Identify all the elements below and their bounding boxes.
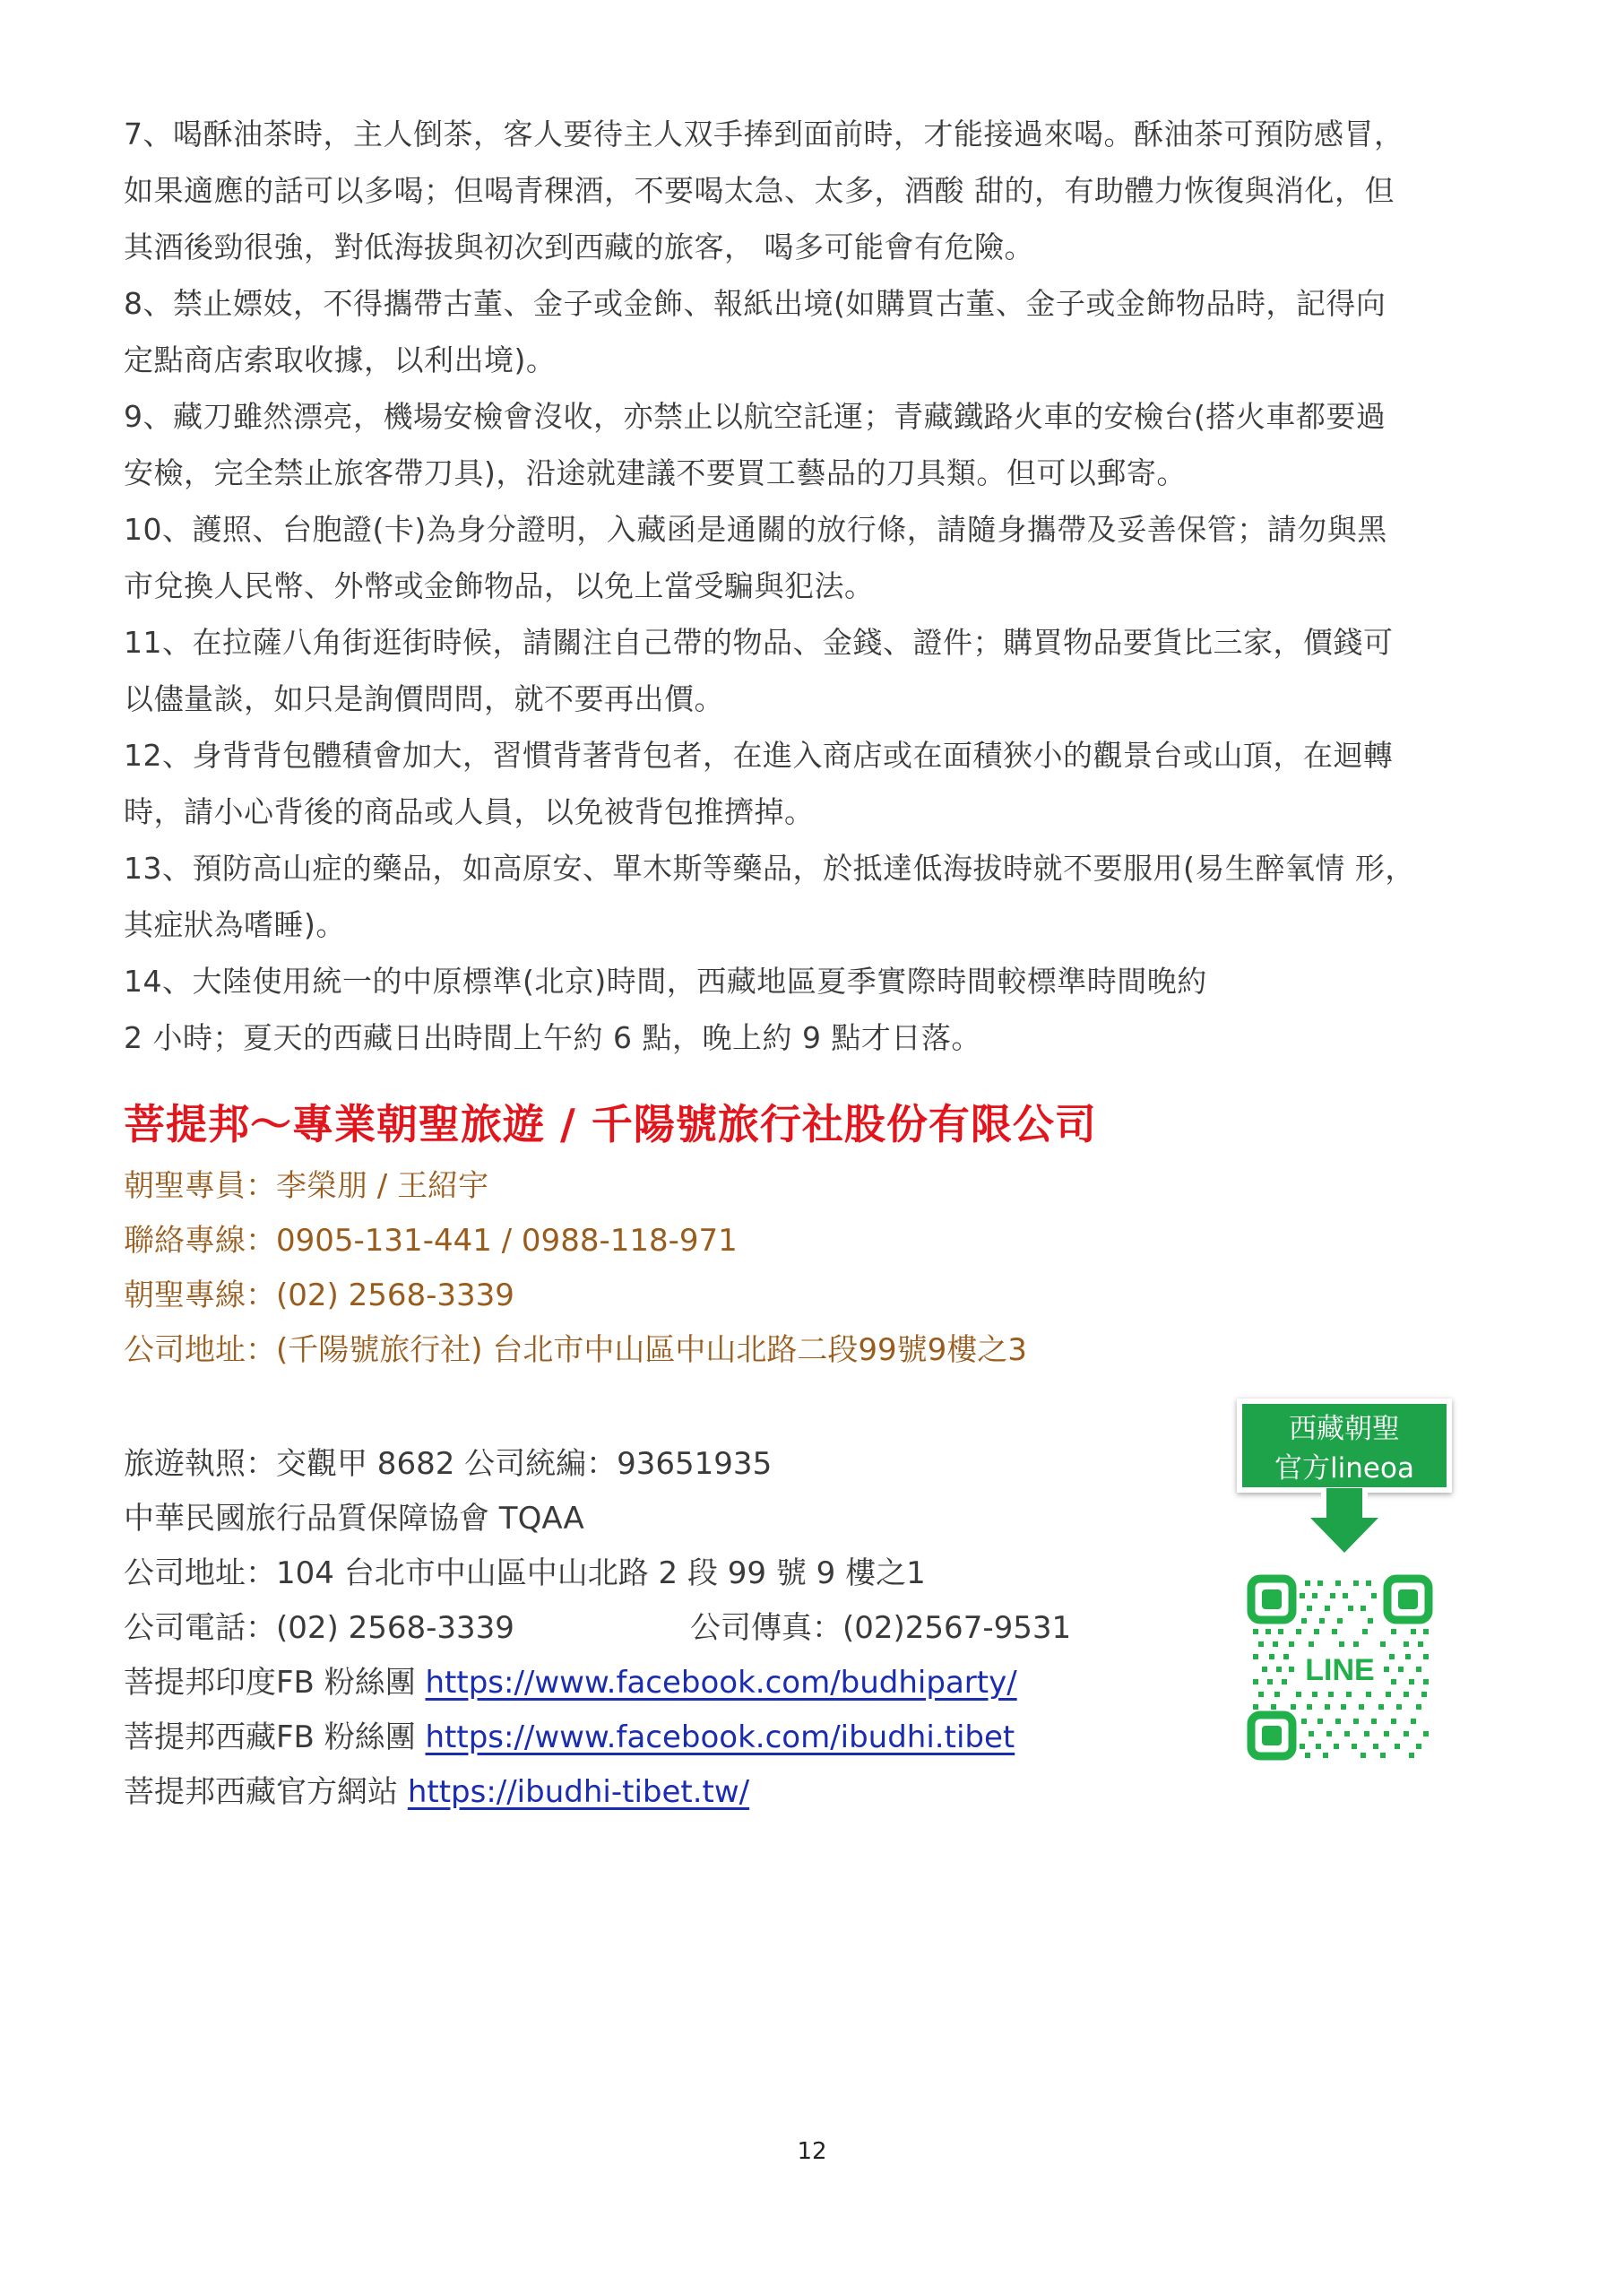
note-line: 13、預防高山症的藥品，如高原安、單木斯等藥品，於抵達低海拔時就不要服用(易生醉氧情 形，: [124, 851, 1415, 886]
line-official-badge: [1237, 1399, 1452, 1551]
contact-hotline: 朝聖專線：(02) 2568-3339: [124, 1277, 514, 1313]
link-label: 菩提邦印度FB 粉絲團: [124, 1665, 426, 1701]
note-line: 如果適應的話可以多喝；但喝青稞酒，不要喝太急、太多，酒酸 甜的，有助體力恢復與消化，但: [124, 173, 1395, 208]
badge-line2: 官方lineoa: [1274, 1452, 1414, 1485]
note-line: 安檢，完全禁止旅客帶刀具)，沿途就建議不要買工藝品的刀具類。但可以郵寄。: [124, 455, 1187, 490]
note-line: 其酒後勁很強，對低海拔與初次到西藏的旅客， 喝多可能會有危險。: [124, 230, 1034, 264]
line-qr-code-icon[interactable]: [1246, 1573, 1434, 1762]
line-badge-label: [1237, 1399, 1452, 1493]
website-link[interactable]: https://ibudhi-tibet.tw/: [407, 1774, 750, 1810]
down-arrow-icon: [1301, 1488, 1387, 1560]
license-line: 旅遊執照：交觀甲 8682 公司統編：93651935: [124, 1446, 773, 1482]
travel-notes: [124, 106, 1522, 1066]
note-line: 定點商店索取收據，以利出境)。: [124, 342, 557, 377]
note-line: 2 小時；夏天的西藏日出時間上午約 6 點，晚上約 9 點才日落。: [124, 1020, 981, 1055]
association-line: 中華民國旅行品質保障協會 TQAA: [124, 1501, 584, 1537]
note-line: 7、喝酥油茶時，主人倒茶，客人要待主人双手捧到面前時，才能接過來喝。酥油茶可預防感冒，: [124, 117, 1404, 152]
note-line: 時，請小心背後的商品或人員，以免被背包推擠掉。: [124, 794, 815, 829]
link-line-website: [124, 1765, 1181, 1820]
phone-text: 公司電話：(02) 2568-3339: [124, 1610, 514, 1646]
phone-fax-line: [124, 1601, 1181, 1656]
note-line: 其症狀為嗜睡)。: [124, 907, 346, 942]
contact-address: 公司地址：(千陽號旅行社) 台北市中山區中山北路二段99號9樓之3: [124, 1332, 1027, 1368]
contact-block: [124, 1159, 1027, 1378]
link-line-india-fb: [124, 1656, 1181, 1710]
qr-center-text: LINE: [1305, 1653, 1375, 1687]
note-line: 14、大陸使用統一的中原標準(北京)時間，西藏地區夏季實際時間較標準時間晚約: [124, 964, 1207, 999]
company-title: 菩提邦～專業朝聖旅遊 / 千陽號旅行社股份有限公司: [124, 1100, 1097, 1148]
note-line: 12、身背背包體積會加大，習慣背著背包者，在進入商店或在面積狹小的觀景台或山頂，在迴轉: [124, 738, 1394, 773]
tibet-fb-link[interactable]: https://www.facebook.com/ibudhi.tibet: [425, 1719, 1015, 1755]
note-line: 11、在拉薩八角街逛街時候，請關注自己帶的物品、金錢、證件；購買物品要貨比三家，價錢可: [124, 625, 1394, 660]
link-label: 菩提邦西藏官方網站: [124, 1774, 408, 1810]
fax-text: 公司傳真：(02)2567-9531: [690, 1610, 1072, 1646]
note-line: 市兌換人民幣、外幣或金飾物品，以免上當受騙與犯法。: [124, 568, 875, 603]
note-line: 10、護照、台胞證(卡)為身分證明，入藏函是通關的放行條，請隨身攜帶及妥善保管；請勿與黑: [124, 512, 1387, 547]
note-line: 8、禁止嫖妓，不得攜帶古董、金子或金飾、報紙出境(如購買古董、金子或金飾物品時，記得向: [124, 286, 1386, 321]
address-line: 公司地址：104 台北市中山區中山北路 2 段 99 號 9 樓之1: [124, 1555, 926, 1591]
india-fb-link[interactable]: https://www.facebook.com/budhiparty/: [425, 1665, 1017, 1701]
page-number: 12: [797, 2138, 827, 2165]
link-line-tibet-fb: [124, 1710, 1181, 1765]
contact-staff: 朝聖專員：李榮朋 / 王紹宇: [124, 1168, 489, 1204]
company-info: [124, 1437, 1181, 1820]
note-line: 9、藏刀雖然漂亮，機場安檢會沒收，亦禁止以航空託運；青藏鐵路火車的安檢台(搭火車都要過: [124, 399, 1386, 434]
note-line: 以儘量談，如只是詢價問問，就不要再出價。: [124, 681, 724, 716]
contact-mobile: 聯絡專線：0905-131-441 / 0988-118-971: [124, 1223, 738, 1259]
badge-line1: 西藏朝聖: [1289, 1413, 1400, 1445]
link-label: 菩提邦西藏FB 粉絲團: [124, 1719, 426, 1755]
